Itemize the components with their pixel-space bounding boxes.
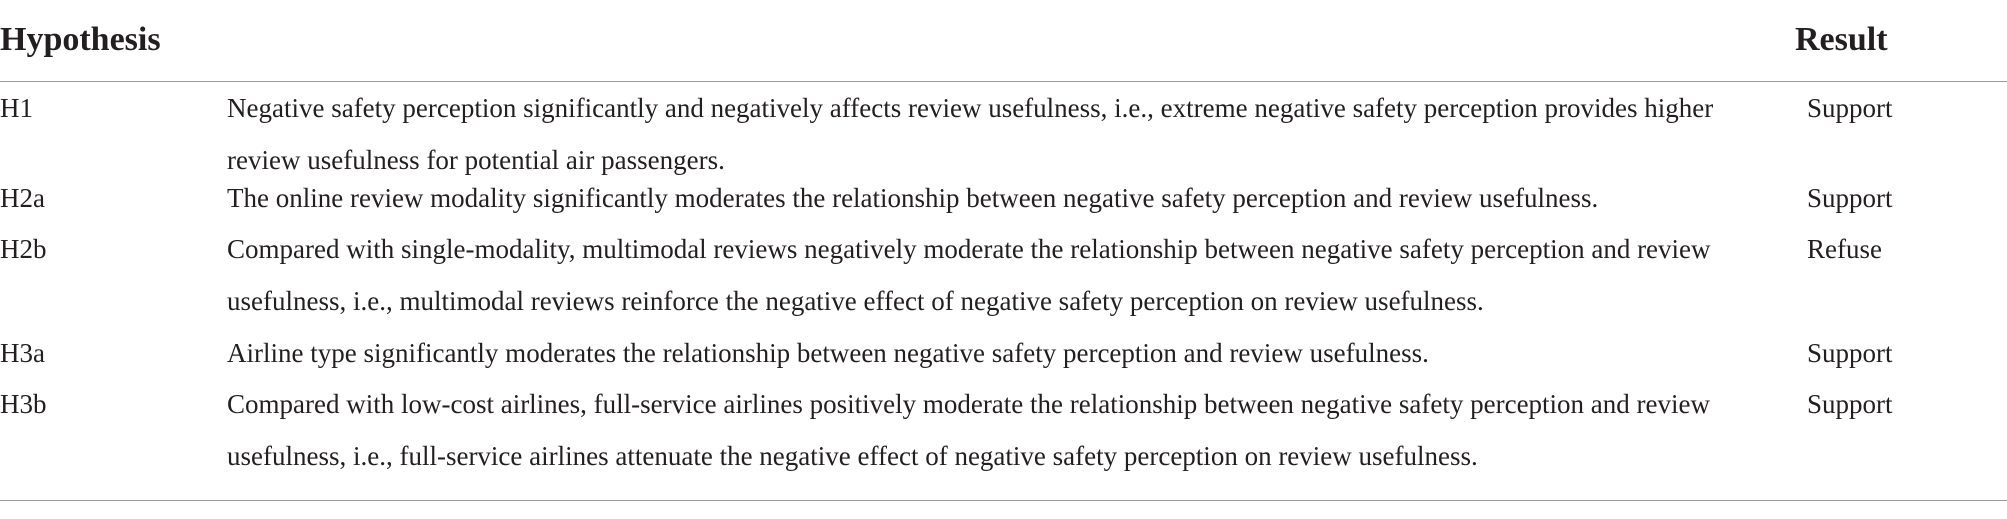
hypothesis-text: Compared with single-modality, multimodal reviews negatively moderate the relationship between negative safety perception and review usefulness, i.e., multimodal reviews reinforce the negative effect of negative safety perception on review usefulness. (227, 234, 1711, 316)
hypothesis-result: Support (1807, 183, 1893, 213)
hypothesis-result: Support (1807, 338, 1893, 368)
table-bottom-rule (0, 500, 2007, 501)
hypothesis-id: H3a (0, 338, 45, 368)
hypothesis-text: The online review modality significantly moderates the relationship between negative safety perception and review usefulness. (227, 183, 1599, 213)
hypothesis-result: Refuse (1807, 234, 1882, 264)
header-hypothesis: Hypothesis (0, 21, 161, 58)
hypothesis-id: H1 (0, 93, 33, 123)
table-header (0, 0, 2007, 82)
hypothesis-id: H2a (0, 183, 45, 213)
hypothesis-text: Compared with low-cost airlines, full-service airlines positively moderate the relationship between negative safety perception and review usefulness, i.e., full-service airlines attenuate the negative effect of negative safety perception on review usefulness. (227, 389, 1710, 471)
header-result: Result (1795, 21, 1888, 58)
hypothesis-id: H3b (0, 389, 47, 419)
hypothesis-text: Airline type significantly moderates the relationship between negative safety perception and review usefulness. (227, 338, 1429, 368)
hypothesis-text: Negative safety perception significantly and negatively affects review usefulness, i.e., extreme negative safety perception provides higher review usefulness for potential air passengers. (227, 93, 1714, 175)
hypothesis-result: Support (1807, 93, 1893, 123)
hypothesis-result: Support (1807, 389, 1893, 419)
hypothesis-id: H2b (0, 234, 47, 264)
